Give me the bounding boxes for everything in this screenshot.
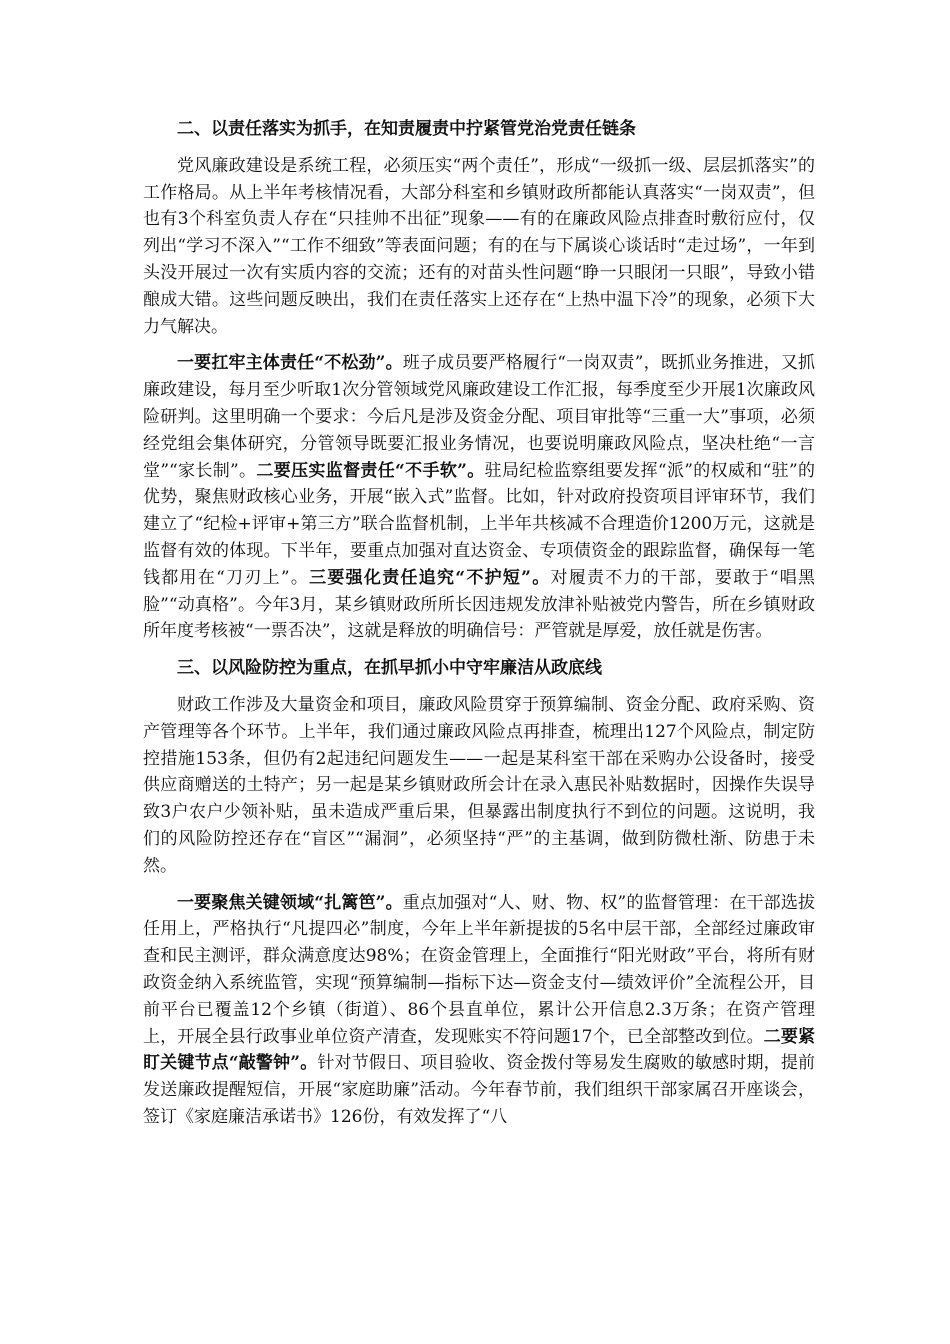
measure-1-body: 班子成员要严格履行“一岗双责”，既抓业务推进，又抓廉政建设，每月至少听取1次分管领域党风廉政建设工作汇报，每季度至少开展1次廉政风险研判。这里明确一个要求：今后凡是涉及资金分配、项目审批等“三重一大”事项，必须经党组会集体研究，分管领导既要汇报业务情况，也要说明廉政风险点，坚决杜绝“一言堂”“家长制”。	[143, 353, 815, 481]
measure-3-lead: 三要强化责任追究“不护短”。	[309, 567, 551, 588]
section-2-measures-paragraph	[143, 350, 815, 645]
section-3-measure-1-body: 重点加强对“人、财、物、权”的监督管理：在干部选拔任用上，严格执行“凡提四必”制度，今年上半年新提拔的5名中层干部，全部经过廉政审查和民主测评，群众满意度达98%；在资金管理上，全面推行“阳光财政”平台，将所有财政资金纳入系统监管，实现“预算编制—指标下达—资金支付—绩效评价”全流程公开，目前平台已覆盖12个乡镇（街道）、86个县直单位，累计公开信息2.3万条；在资产管理上，开展全县行政事业单位资产清查，发现账实不符问题17个，已全部整改到位。	[143, 892, 815, 1047]
section-3-measure-1-lead: 一要聚焦关键领域“扎篱笆”。	[177, 892, 403, 913]
section-3-intro-paragraph: 财政工作涉及大量资金和项目，廉政风险贯穿于预算编制、资金分配、政府采购、资产管理等各个环节。上半年，我们通过廉政风险点再排查，梳理出127个风险点，制定防控措施153条，但仍有2起违纪问题发生——一起是某科室干部在采购办公设备时，接受供应商赠送的土特产；另一起是某乡镇财政所会计在录入惠民补贴数据时，因操作失误导致3户农户少领补贴，虽未造成严重后果，但暴露出制度执行不到位的问题。这说明，我们的风险防控还存在“盲区”“漏洞”，必须坚持“严”的主基调，做到防微杜渐、防患于未然。	[143, 694, 815, 876]
section-3-measures-paragraph	[143, 890, 815, 1131]
document-page	[143, 116, 815, 1141]
section-2-heading: 二、以责任落实为抓手，在知责履责中拧紧管党治党责任链条	[177, 119, 636, 139]
section-3-measure-2-body: 针对节假日、项目验收、资金拨付等易发生腐败的敏感时期，提前发送廉政提醒短信，开展“家庭助廉”活动。今年春节前，我们组织干部家属召开座谈会，签订《家庭廉洁承诺书》126份，有效发挥了“八	[143, 1053, 815, 1127]
measure-2-lead: 二要压实监督责任“不手软”。	[256, 460, 485, 481]
measure-2-body: 驻局纪检监察组要发挥“派”的权威和“驻”的优势，聚焦财政核心业务，开展“嵌入式”监督。比如，针对政府投资项目评审环节，我们建立了“纪检+评审+第三方”联合监督机制，上半年共核减不合理造价1200万元，这就是监督有效的体现。下半年，要重点加强对直达资金、专项债资金的跟踪监督，确保每一笔钱都用在“刀刃上”。	[143, 460, 816, 588]
section-3-heading: 三、以风险防控为重点，在抓早抓小中守牢廉洁从政底线	[177, 658, 602, 679]
measure-3-body: 对履责不力的干部，要敢于“唱黑脸”“动真格”。今年3月，某乡镇财政所所长因违规发放津补贴被党内警告，所在乡镇财政所年度考核被“一票否决”，这就是释放的明确信号：严管就是厚爱，放任就是伤害。	[143, 567, 815, 642]
measure-1-lead: 一要扛牢主体责任“不松劲”。	[177, 353, 403, 374]
section-3-measure-2-lead: 二要紧盯关键节点“敲警钟”。	[143, 1026, 815, 1074]
section-2-intro-paragraph: 党风廉政建设是系统工程，必须压实“两个责任”，形成“一级抓一级、层层抓落实”的工作格局。从上半年考核情况看，大部分科室和乡镇财政所都能认真落实“一岗双责”，但也有3个科室负责人存在“只挂帅不出征”现象——有的在廉政风险点排查时敷衍应付，仅列出“学习不深入”“工作不细致”等表面问题；有的在与下属谈心谈话时“走过场”，一年到头没开展过一次有实质内容的交流；还有的对苗头性问题“睁一只眼闭一只眼”，导致小错酿成大错。这些问题反映出，我们在责任落实上还存在“上热中温下冷”的现象，必须下大力气解决。	[143, 155, 815, 337]
